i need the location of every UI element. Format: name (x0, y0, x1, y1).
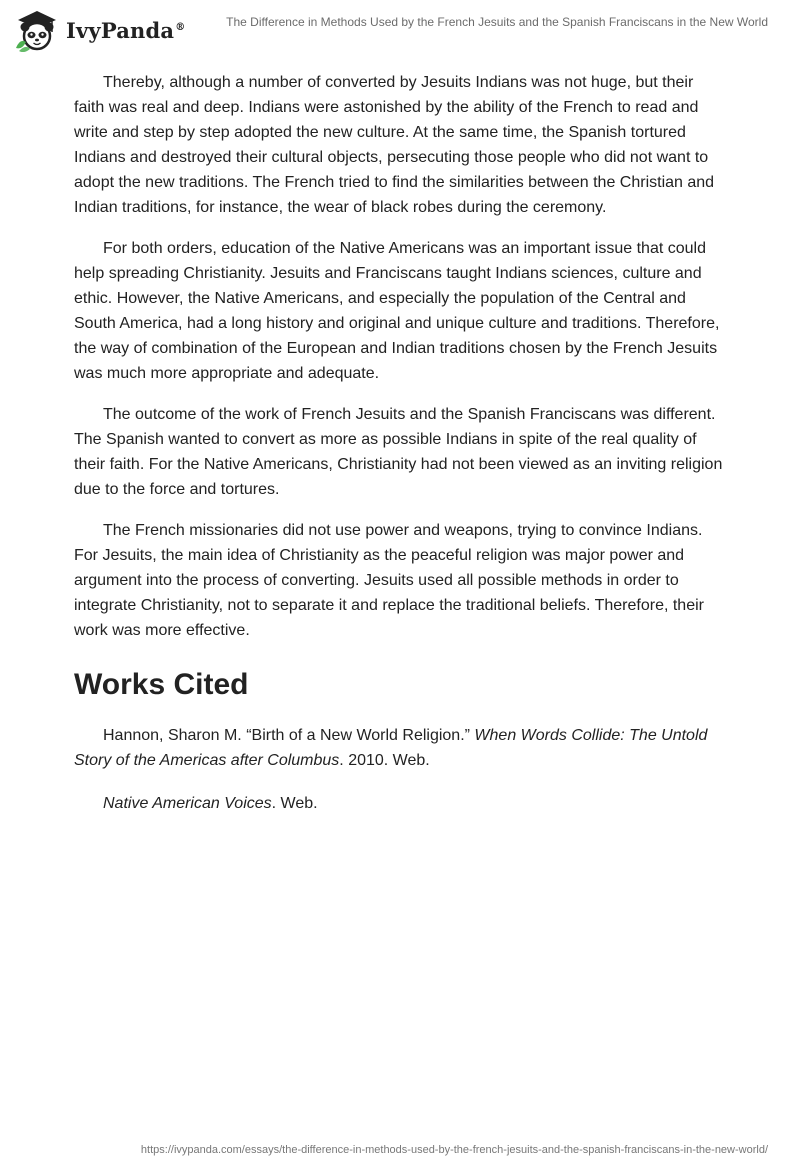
essay-content (74, 70, 726, 834)
works-cited-heading: Works Cited (74, 668, 249, 701)
ivypanda-logo[interactable] (14, 8, 185, 52)
document-title: The Difference in Methods Used by the French Jesuits and the Spanish Franciscans in the New World (226, 15, 768, 29)
citation-suffix: . 2010. Web. (339, 752, 430, 769)
citation-entry-1 (74, 723, 726, 773)
page-header (0, 0, 800, 60)
citation-author-title: Hannon, Sharon M. “Birth of a New World Religion.” (103, 727, 475, 744)
citation-source-title: When Words Collide: The Untold Story of the Americas after Columbus (74, 727, 708, 769)
citation-entry-2 (74, 791, 726, 816)
body-paragraph-3: The outcome of the work of French Jesuits and the Spanish Franciscans was different. The Spanish wanted to convert as more as possible Indians in spite of the real quality of their faith. For the Native Americans, Christianity had not been viewed as an inviting religion due to the force and tortures. (74, 406, 723, 498)
registered-mark: ® (175, 21, 186, 33)
panda-graduate-icon (14, 8, 60, 52)
citation-suffix: . Web. (271, 795, 318, 812)
body-paragraph-1: Thereby, although a number of converted by Jesuits Indians was not huge, but their faith was real and deep. Indians were astonished by the ability of the French to read and write and step by step adopted the new culture. At the same time, the Spanish tortured Indians and destroyed their cultural objects, persecuting those people who did not want to adopt the new traditions. The French tried to find the similarities between the Christian and Indian traditions, for instance, the wear of black robes during the ceremony. (74, 74, 715, 216)
body-paragraph-4: The French missionaries did not use power and weapons, trying to convince Indians. For Jesuits, the main idea of Christianity as the peaceful religion was major power and argument into the process of converting. Jesuits used all possible methods in order to integrate Christianity, not to separate it and replace the traditional beliefs. Therefore, their work was more effective. (74, 522, 704, 639)
citation-source-title: Native American Voices (103, 795, 272, 812)
body-paragraph-2: For both orders, education of the Native Americans was an important issue that could help spreading Christianity. Jesuits and Franciscans taught Indians sciences, culture and ethic. However, the Native Americans, and especially the population of the Central and South America, had a long history and original and unique culture and traditions. Therefore, the way of combination of the European and Indian traditions chosen by the French Jesuits was much more appropriate and adequate. (74, 240, 720, 382)
logo-wordmark: IvyPanda® (66, 17, 186, 43)
source-url-link[interactable]: https://ivypanda.com/essays/the-difference-in-methods-used-by-the-french-jesuits-and-the-spanish-franciscans-in-the-new-world/ (140, 1144, 768, 1156)
